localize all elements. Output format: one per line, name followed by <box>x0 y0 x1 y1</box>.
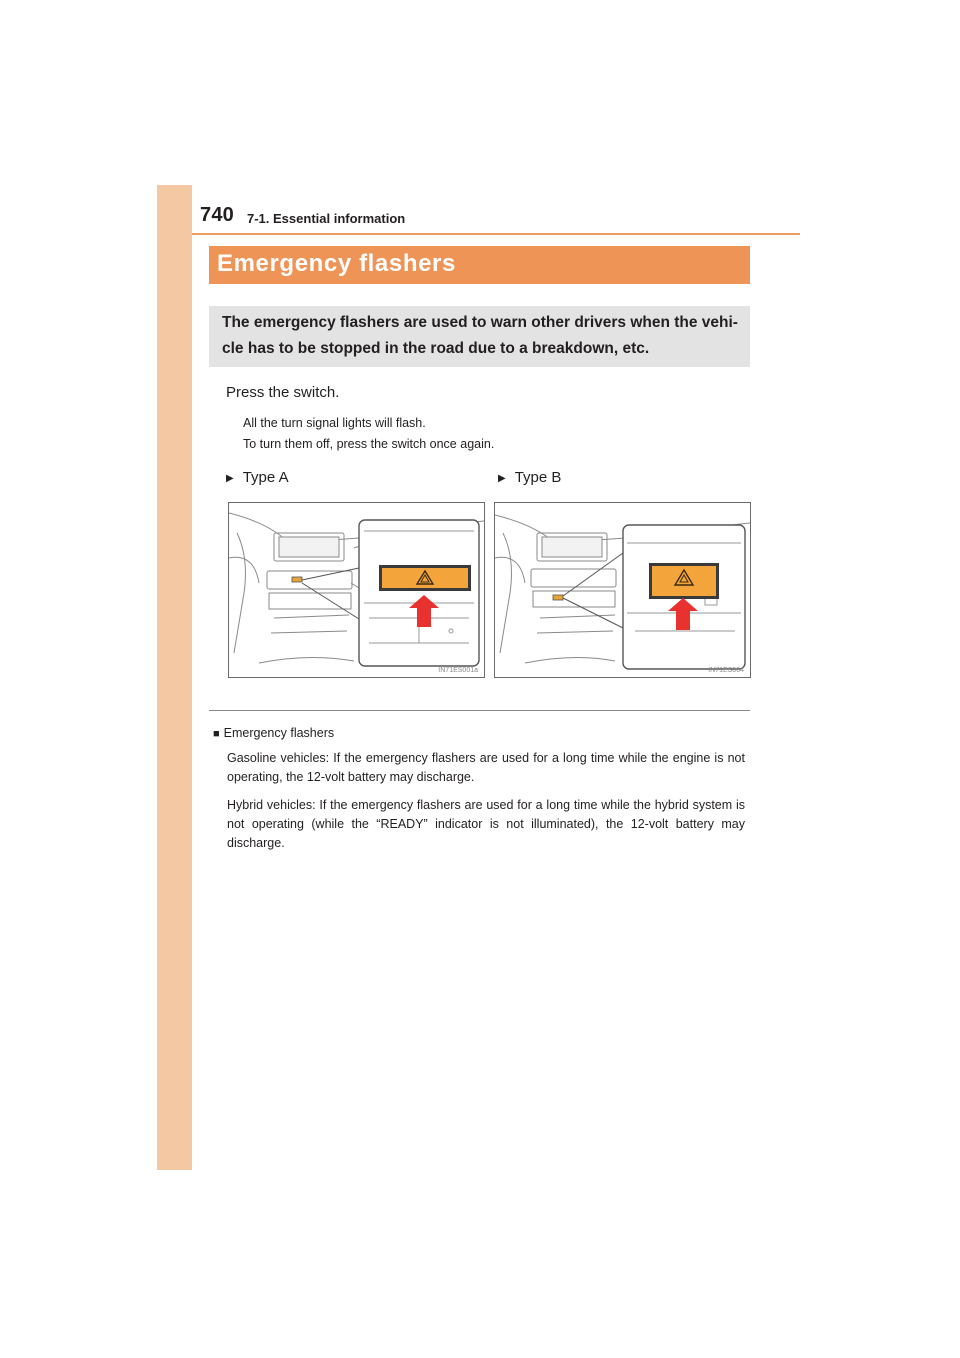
dashboard-illustration-b <box>495 503 750 677</box>
figure-code: IN71ES001a <box>438 667 478 674</box>
step-note: All the turn signal lights will flash. <box>243 416 426 430</box>
info-heading: ■ Emergency flashers <box>213 726 335 740</box>
header-rule <box>192 233 800 235</box>
title-bar <box>209 246 750 284</box>
intro-line: cle has to be stopped in the road due to a breakdown, etc. <box>222 340 650 357</box>
figure-type-a <box>228 502 485 678</box>
figure-type-b <box>494 502 751 678</box>
info-paragraph: Gasoline vehicles: If the emergency flashers are used for a long time while the engine is not operating, the 12-volt battery may discharge. <box>227 751 745 784</box>
square-bullet-icon: ■ <box>213 728 220 740</box>
intro-box <box>209 306 750 367</box>
page-number: 740 <box>200 204 234 226</box>
triangle-bullet-icon: ▶ <box>498 473 506 484</box>
step-note: To turn them off, press the switch once again. <box>243 437 495 451</box>
page-title: Emergency flashers <box>217 250 456 277</box>
figure-code: IN71ES004 <box>708 667 744 674</box>
intro-text <box>222 310 744 362</box>
section-divider <box>209 710 750 711</box>
section-label: 7-1. Essential information <box>247 211 406 226</box>
type-b-label: ▶ Type B <box>498 469 562 486</box>
triangle-bullet-icon: ▶ <box>226 473 234 484</box>
dashboard-illustration-a <box>229 503 484 677</box>
intro-line: The emergency flashers are used to warn other drivers when the vehi- <box>222 314 738 331</box>
type-a-label: ▶ Type A <box>226 469 289 486</box>
step-instruction: Press the switch. <box>226 384 340 401</box>
info-paragraph: Hybrid vehicles: If the emergency flashers are used for a long time while the hybrid system is not operating (while the “READY” indicator is not illuminated), the 12-volt battery may discharge. <box>227 798 745 850</box>
side-tab <box>157 185 192 1170</box>
